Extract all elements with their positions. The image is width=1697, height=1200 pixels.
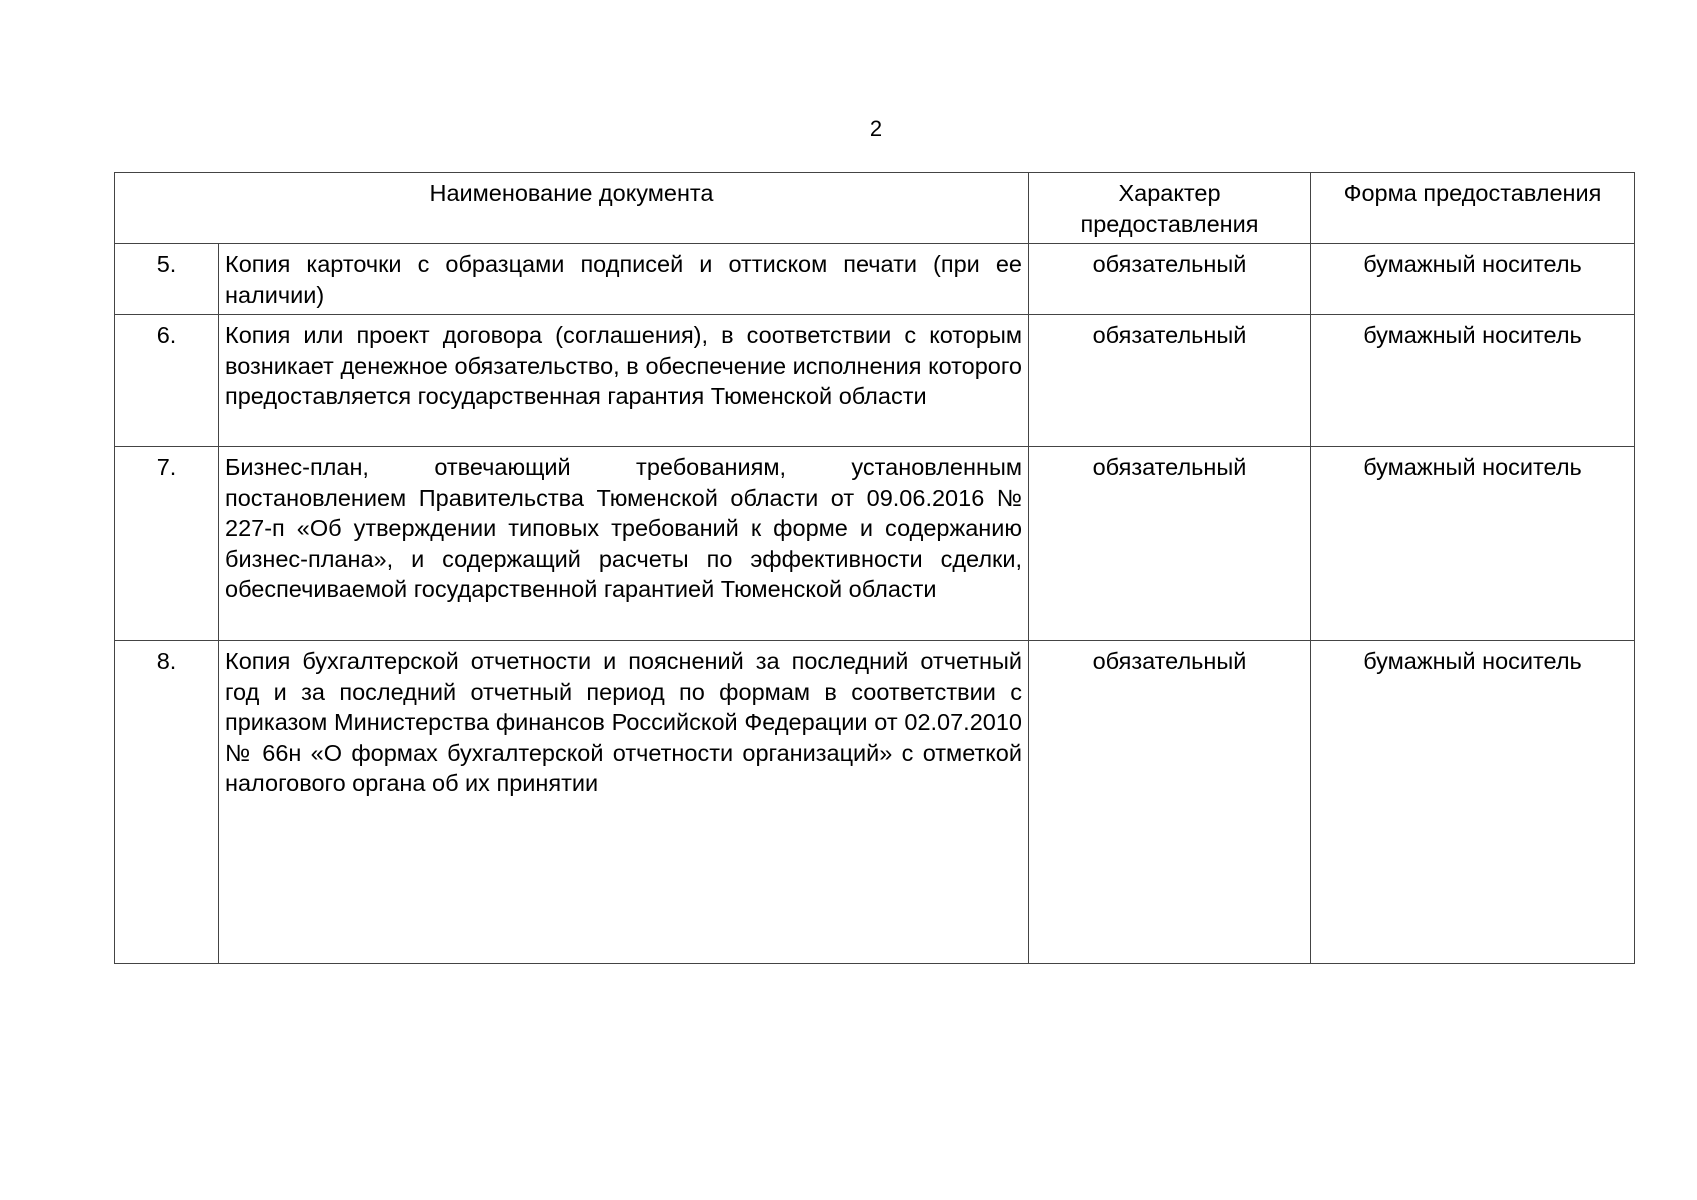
row-description: Бизнес-план, отвечающий требованиям, установленным постановлением Правительства Тюменской области от 09.06.2016 № 227-п «Об утверждении типовых требований к форме и содержанию бизнес-плана», и содержащий расчеты по эффективности сделки, обеспечиваемой государственной гарантией Тюменской области <box>219 447 1029 641</box>
row-form: бумажный носитель <box>1311 315 1635 447</box>
row-form: бумажный носитель <box>1311 447 1635 641</box>
row-character: обязательный <box>1029 244 1311 315</box>
documents-table <box>114 172 1635 964</box>
row-number: 6. <box>115 315 219 447</box>
header-character: Характер предоставления <box>1029 173 1311 244</box>
row-number: 5. <box>115 244 219 315</box>
row-form: бумажный носитель <box>1311 641 1635 964</box>
row-character: обязательный <box>1029 447 1311 641</box>
row-character: обязательный <box>1029 641 1311 964</box>
row-description: Копия карточки с образцами подписей и оттиском печати (при ее наличии) <box>219 244 1029 315</box>
row-character: обязательный <box>1029 315 1311 447</box>
header-form: Форма предоставления <box>1311 173 1635 244</box>
row-description: Копия бухгалтерской отчетности и пояснений за последний отчетный год и за последний отчетный период по формам в соответствии с приказом Министерства финансов Российской Федерации от 02.07.2010 № 66н «О формах бухгалтерской отчетности организаций» с отметкой налогового органа об их принятии <box>219 641 1029 964</box>
table-row <box>115 315 1635 447</box>
row-number: 8. <box>115 641 219 964</box>
page-number: 2 <box>869 116 883 141</box>
table-row <box>115 641 1635 964</box>
row-form: бумажный носитель <box>1311 244 1635 315</box>
header-document-name: Наименование документа <box>115 173 1029 244</box>
row-description: Копия или проект договора (соглашения), в соответствии с которым возникает денежное обязательство, в обеспечение исполнения которого предоставляется государственная гарантия Тюменской области <box>219 315 1029 447</box>
table-row <box>115 244 1635 315</box>
row-number: 7. <box>115 447 219 641</box>
table-row <box>115 447 1635 641</box>
table-header-row <box>115 173 1635 244</box>
